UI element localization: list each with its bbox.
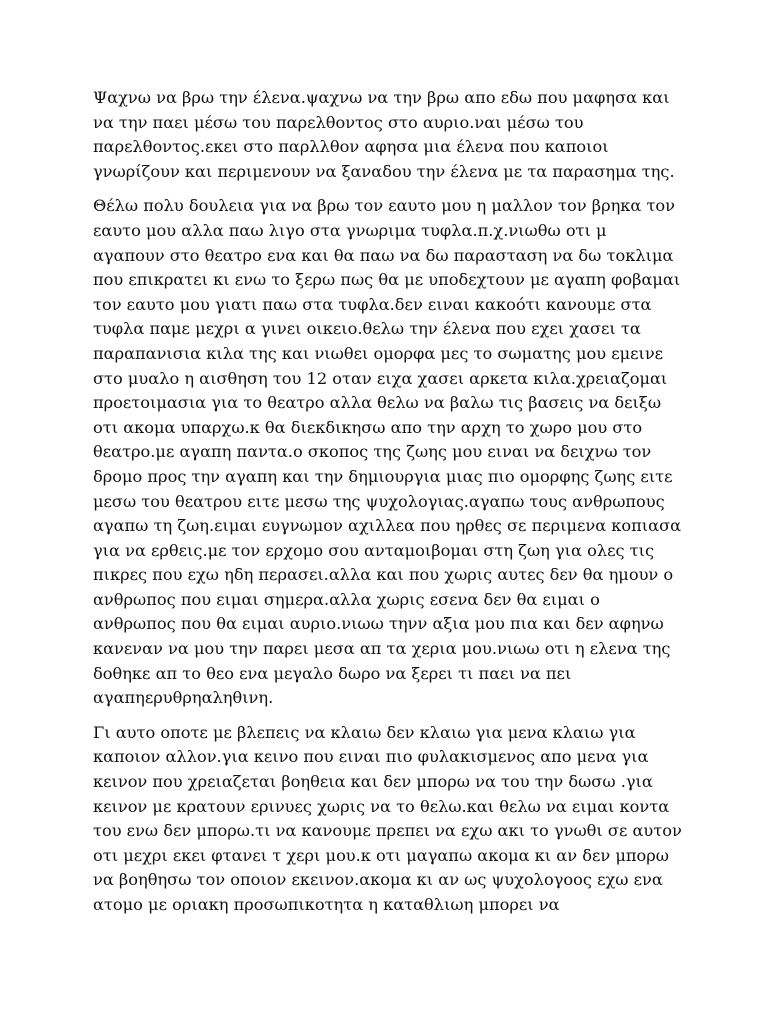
paragraph-1: Ψαχνω να βρω την έλενα.ψαχνω να την βρω απο εδω που μαφησα και να την παει μέσω του παρελθοντος στο αυριο.ναι μέσω του παρελθοντος.εκει στο παρλλθον αφησα μια έλενα που καποιοι γνωρίζουν και περιμενουν να ξαναδου την έλενα με τα παρασημα της. bbox=[93, 88, 675, 181]
paragraph-3: Γι αυτο οποτε με βλεπεις να κλαιω δεν κλαιω για μενα κλαιω για καποιον αλλον.για κεινο που ειναι πιο φυλακισμενος απο μενα για κεινον που χρειαζεται βοηθεια και δεν μπορω να του την δωσω .για κεινον με κρατουν ερινυες χωρις να το θελω.και θελω να ειμαι κοντα του ενω δεν μπορω.τι να κανουμε πρεπει να εχω ακι το γνωθι σε αυτον οτι μεχρι εκει φτανει τ χερι μου.κ οτι μαγαπω ακομα κι αν δεν μπορω να βοηθησω τον οποιον εκεινον.ακομα κι αν ως ψυχολογοος εχω ενα ατομο με οριακη προσωπικοτητα η καταθλιωη μπορει να bbox=[93, 722, 682, 914]
document-body bbox=[93, 86, 683, 928]
paragraph-2: Θέλω πολυ δουλεια για να βρω τον εαυτο μου η μαλλον τον βρηκα τον εαυτο μου αλλα παω λιγο στα γνωριμα τυφλα.π.χ.νιωθω οτι μ αγαπουν στο θεατρο ενα και θα παω να δω παρασταση να δω τοκλιμα που επικρατει κι ενω το ξερω πως θα με υποδεχτουν με αγαπη φοβαμαι τον εαυτο μου γιατι παω στα τυφλα.δεν ειναι κακοότι κανουμε στα τυφλα παμε μεχρι α γινει οικειο.θελω την έλενα που εχει χασει τα παραπανισια κιλα της και νιωθει ομορφα μες το σωματης μου εμεινε στο μυαλο η αισθηση του 12 οταν ειχα χασει αρκετα κιλα.χρειαζομαι προετοιμασια για το θεατρο αλλα θελω να βαλω τις βασεις να δειξω οτι ακομα υπαρχω.κ θα διεκδικησω απο την αρχη το χωρο μου στο θεατρο.με αγαπη παντα.ο σκοπος της ζωης μου ειναι να δειχνω τον δρομο προς την αγαπη και την δημιουργια μιας πιο ομορφης ζωης ειτε μεσω του θεατρου ειτε μεσω της ψυχολογιας.αγαπω τους ανθρωπους αγαπω τη ζωη.ειμαι ευγνωμον αχιλλεα που ηρθες σε περιμενα κοπιασα για να ερθεις.με τον ερχομο σου ανταμοιβομαι στη ζωη για ολες τις πικρες που εχω ηδη περασει.αλλα και που χωρις αυτες δεν θα ημουν ο ανθρωπος που ειμαι σημερα.αλλα χωρις εσενα δεν θα ειμαι ο ανθρωπος που θα ειμαι αυριο.νιωω τηνν αξια μου πια και δεν αφηνω κανεναν να μου την παρει μεσα απ τα χερια μου.νιωω οτι η ελενα της δοθηκε απ το θεο ενα μεγαλο δωρο να ξερει τι παει να πει αγαπηερυθρηαληθινη. bbox=[93, 196, 682, 708]
